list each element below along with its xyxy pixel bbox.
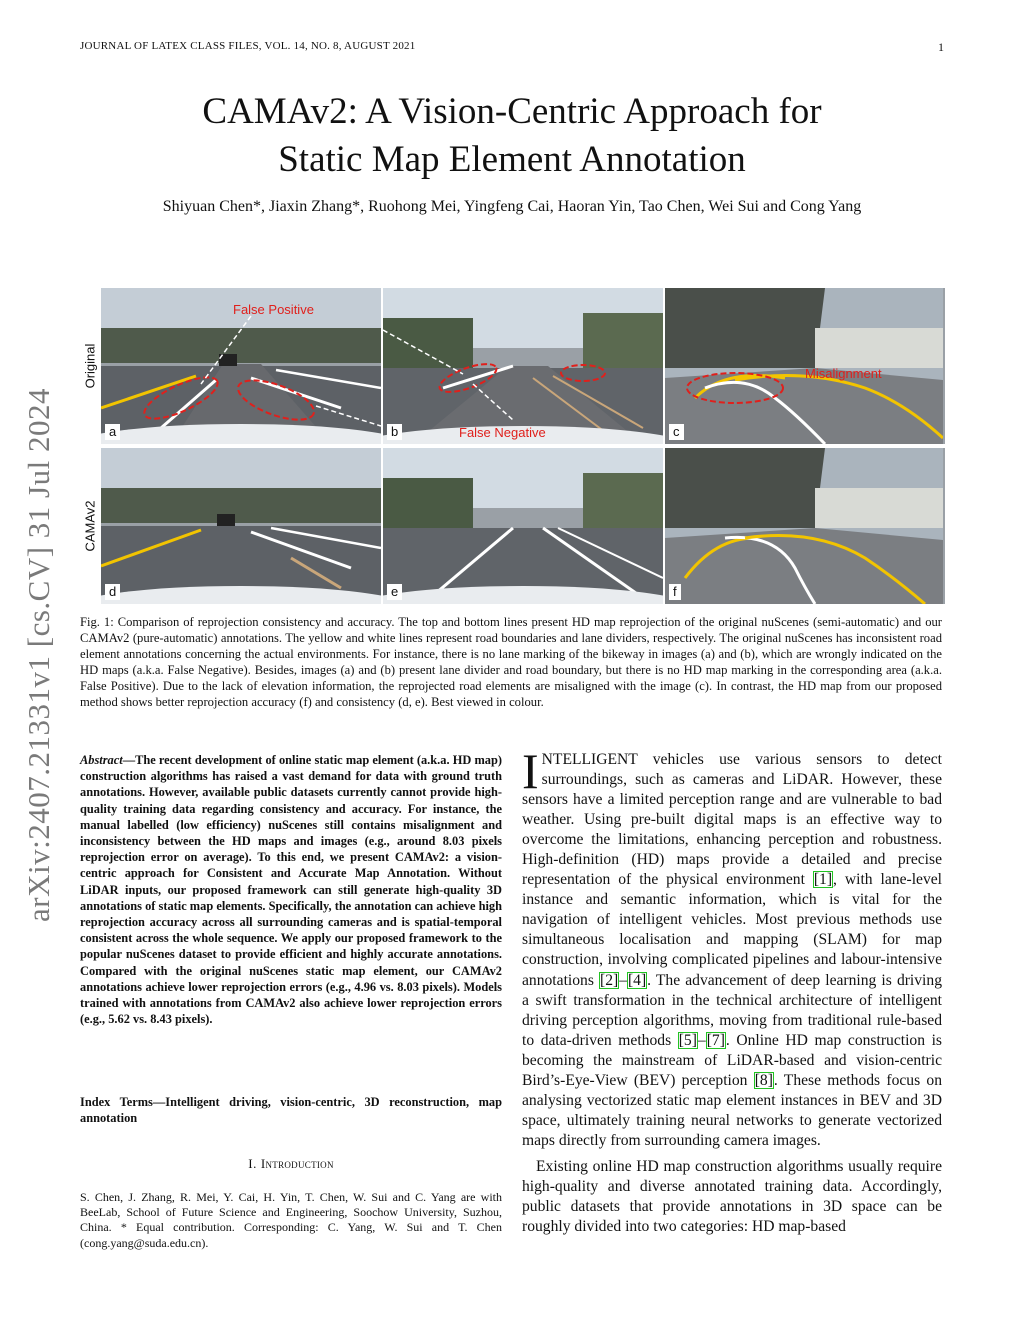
section-title: Introduction <box>260 1156 334 1171</box>
figure-caption: Fig. 1: Comparison of reprojection consistency and accuracy. The top and bottom lines present HD map reprojection of the original nuScenes (semi-automatic) and our CAMAv2 (pure-automatic) annotations. The yellow and white lines represent road boundaries and lane dividers, respectively. The original nuScenes has inconsistent road element annotations concerning the actual environments. For instance, there is no lane marking of the bikeway in images (a) and (b), which are wrongly indicated on the HD maps (a.k.a. False Negative). Besides, images (a) and (b) present lane divider and road boundary, but there is no HD map marking in the corresponding area (a.k.a. False Positive). Due to the lack of elevation information, the reprojected road elements are misaligned with the image (c). In contrast, the HD map from our proposed method shows better reprojection accuracy (f) and consistency (d, e). Best viewed in colour. <box>80 615 942 710</box>
figure-panel-e <box>383 448 663 604</box>
citation-link-4[interactable]: [4] <box>627 971 647 989</box>
author-list: Shiyuan Chen*, Jiaxin Zhang*, Ruohong Mei, Yingfeng Cai, Haoran Yin, Tao Chen, Wei Sui and Cong Yang <box>162 198 862 215</box>
index-terms-text: Intelligent driving, vision-centric, 3D reconstruction, map annotation <box>80 1095 502 1126</box>
abstract <box>80 752 502 1027</box>
figure-panel-d <box>101 448 381 604</box>
citation-link-5[interactable]: [5] <box>678 1031 697 1049</box>
figure-panel-b <box>383 288 663 444</box>
section-number: I. <box>248 1156 257 1171</box>
annotation-false-negative: False Negative <box>459 425 546 440</box>
panel-label-b: b <box>387 424 402 440</box>
arxiv-identifier: arXiv:2407.21331v1 [cs.CV] 31 Jul 2024 <box>21 388 56 922</box>
running-head: JOURNAL OF LATEX CLASS FILES, VOL. 14, NO. 8, AUGUST 2021 <box>80 40 416 52</box>
citation-link-7[interactable]: [7] <box>706 1031 725 1049</box>
abstract-text: The recent development of online static map element (a.k.a. HD map) construction algorithms has raised a vast demand for data with ground truth annotations. However, available public datasets currently cannot provide high-quality training data regarding consistency and accuracy. For instance, the manual labelled (low efficiency) nuScenes still contains misalignment and inconsistency between the HD maps and images (e.g., around 8.03 pixels reprojection error on average). To this end, we present CAMAv2: a vision-centric approach for Consistent and Accurate Map Annotation. Without LiDAR inputs, our proposed framework can still generate high-quality 3D annotations of static map elements. Specifically, the annotation can achieve high reprojection accuracy across all surrounding cameras and is spatial-temporal consistent across the whole sequence. We apply our proposed framework to the popular nuScenes dataset to provide efficient and highly accurate annotations. Compared with the original nuScenes static map element, our CAMAv2 annotations achieve lower reprojection errors (e.g., 4.96 vs. 8.03 pixels). Models trained with annotations from CAMAv2 also achieve lower reprojection errors (e.g., 5.62 vs. 8.43 pixels). <box>80 753 502 1027</box>
annotation-false-positive: False Positive <box>233 302 314 317</box>
page-number: 1 <box>938 40 944 54</box>
introduction-body <box>522 743 942 1237</box>
row-label-camav2: CAMAv2 <box>82 500 98 552</box>
panel-label-e: e <box>387 584 402 600</box>
citation-link-8[interactable]: [8] <box>754 1071 773 1089</box>
intro-paragraph-2: Existing online HD map construction algorithms usually require high-quality and diverse annotated training data. Accordingly, public datasets that provide annotations in 3D space can be roughly divided into two categories: HD map-based <box>522 1157 942 1236</box>
arxiv-stamp-area <box>14 360 64 950</box>
paper-title <box>0 88 1024 184</box>
abstract-label: Abstract <box>80 753 123 767</box>
citation-link-2[interactable]: [2] <box>600 971 619 989</box>
figure-panel-c <box>665 288 945 444</box>
annotation-misalignment: Misalignment <box>805 366 882 381</box>
panel-label-f: f <box>669 584 681 600</box>
figure-panel-f <box>665 448 945 604</box>
row-label-original: Original <box>82 343 98 389</box>
title-line-2: Static Map Element Annotation <box>278 139 746 180</box>
panel-label-a: a <box>105 424 120 440</box>
index-terms: Index Terms—Intelligent driving, vision-centric, 3D reconstruction, map annotation <box>80 1095 502 1126</box>
panel-label-c: c <box>669 424 684 440</box>
section-heading-introduction <box>80 1156 502 1172</box>
author-footnote: S. Chen, J. Zhang, R. Mei, Y. Cai, H. Yin, T. Chen, W. Sui and C. Yang are with BeeLab, School of Future Science and Engineering, Soochow University, Suzhou, China. * Equal contribution. Corresponding: C. Yang, W. Sui and T. Chen (cong.yang@suda.edu.cn). <box>80 1190 502 1250</box>
drop-cap: I <box>522 743 539 799</box>
panel-label-d: d <box>105 584 120 600</box>
abstract-dash: — <box>122 753 136 767</box>
figure-panel-a <box>101 288 381 444</box>
title-line-1: CAMAv2: A Vision-Centric Approach for <box>202 91 822 132</box>
citation-link-1[interactable]: [1] <box>813 871 833 889</box>
intro-lead-word: NTELLIGENT <box>541 751 638 768</box>
index-terms-label: Index Terms <box>80 1095 153 1109</box>
intro-paragraph-1: INTELLIGENT vehicles use various sensors to detect surroundings, such as cameras and LiDAR. However, these sensors have a limited perception range and are vulnerable to bad weather. Using pre-built digital maps is an effective way to overcome the limitations, enhancing perception and robustness. High-definition (HD) maps provide a detailed and precise representation of the physical environment [1], with lane-level instance and semantic information, which is vital for the navigation of intelligent vehicles. Most previous methods use simultaneous localisation and mapping (SLAM) for map construction, involving complicated pipelines and labour-intensive annotations [2]–[4]. The advancement of deep learning is driving a swift transformation in the technical architecture of intelligent driving perception algorithms, moving from traditional rule-based to data-driven methods [5]–[7]. Online HD map construction is becoming the mainstream of LiDAR-based and vision-centric Bird’s-Eye-View (BEV) perception [8]. These methods focus on analysing vectorized static map element instances in BEV and 3D space, ultimately training neural networks to generate vectorized maps directly from surrounding camera images. <box>522 743 942 1149</box>
